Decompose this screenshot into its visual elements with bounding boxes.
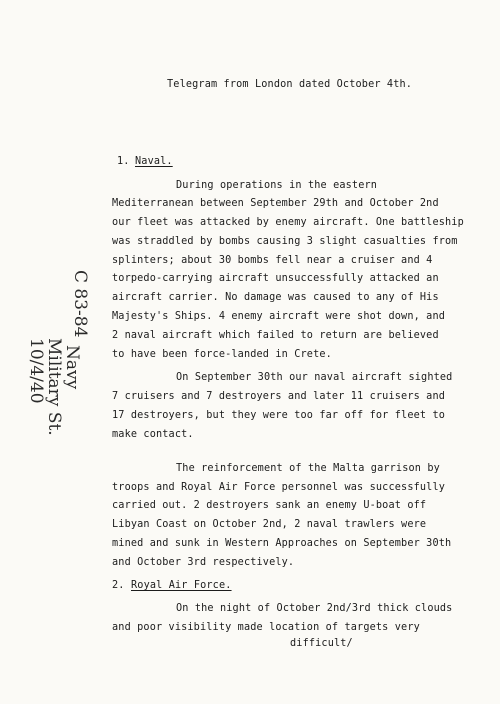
margin-note: C 83-84 xyxy=(70,270,90,338)
body-line: to have been force-landed in Crete. xyxy=(112,349,332,360)
body-line: The reinforcement of the Malta garrison by xyxy=(176,463,440,474)
body-line: make contact. xyxy=(112,429,194,440)
body-line: and poor visibility made location of targets very xyxy=(112,622,420,633)
section-2-number: 2. xyxy=(112,580,125,591)
telegram-title: Telegram from London dated October 4th. xyxy=(167,79,413,90)
body-line: 2 naval aircraft which failed to return are believed xyxy=(112,330,439,341)
body-line: During operations in the eastern xyxy=(176,180,378,191)
section-2-heading: Royal Air Force. xyxy=(131,580,232,591)
body-line: Majesty's Ships. 4 enemy aircraft were shot down, and xyxy=(112,311,446,322)
body-line: 17 destroyers, but they were too far off for fleet to xyxy=(112,410,446,421)
margin-note: Military St. xyxy=(44,338,64,436)
body-line: our fleet was attacked by enemy aircraft. One battleship xyxy=(112,217,464,228)
body-line: Libyan Coast on October 2nd, 2 naval trawlers were xyxy=(112,519,427,530)
body-line: mined and sunk in Western Approaches on September 30th xyxy=(112,538,452,549)
body-line: Mediterranean between September 29th and October 2nd xyxy=(112,198,439,209)
body-line: was straddled by bombs causing 3 slight casualties from xyxy=(112,236,458,247)
body-line: and October 3rd respectively. xyxy=(112,557,295,568)
body-line: torpedo-carrying aircraft unsuccessfully attacked an xyxy=(112,273,439,284)
margin-note: Navy xyxy=(62,345,82,390)
section-1-number: 1. xyxy=(117,156,130,167)
body-line: carried out. 2 destroyers sank an enemy U-boat off xyxy=(112,500,427,511)
body-line: On the night of October 2nd/3rd thick clouds xyxy=(176,603,453,614)
body-line: On September 30th our naval aircraft sighted xyxy=(176,372,453,383)
body-line: troops and Royal Air Force personnel was successfully xyxy=(112,482,446,493)
body-line: 7 cruisers and 7 destroyers and later 11 cruisers and xyxy=(112,391,446,402)
body-line: aircraft carrier. No damage was caused to any of His xyxy=(112,292,439,303)
margin-note: 10/4/40 xyxy=(26,338,46,404)
body-line: splinters; about 30 bombs fell near a cruiser and 4 xyxy=(112,255,433,266)
catchword: difficult/ xyxy=(290,638,353,649)
section-1-heading: Naval. xyxy=(135,156,173,167)
